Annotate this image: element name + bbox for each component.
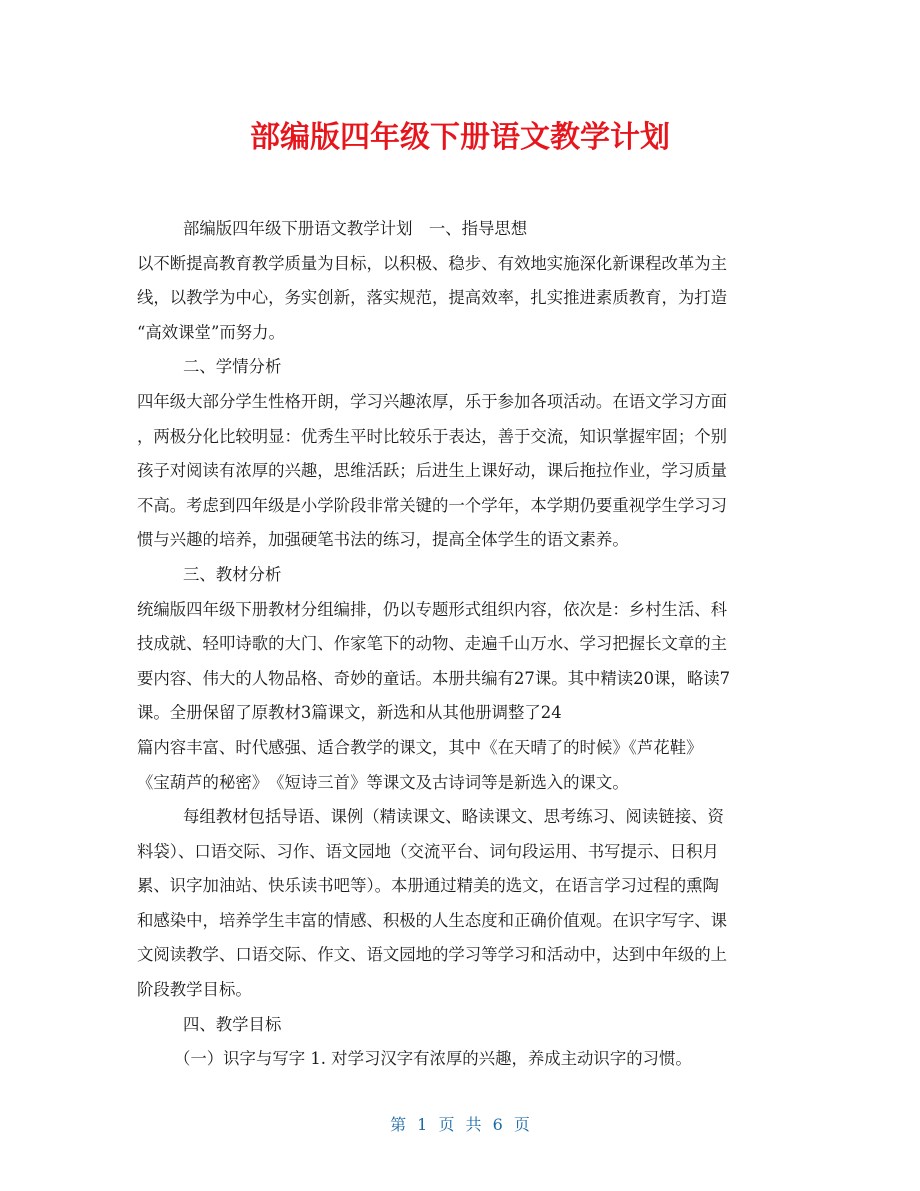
paragraph-line: 以不断提高教育教学质量为目标，以积极、稳步、有效地实施深化新课程改革为主 (137, 253, 728, 273)
paragraph-line: 料袋）、口语交际、习作、语文园地（交流平台、词句段运用、书写提示、日积月 (137, 841, 719, 861)
paragraph-line: 每组教材包括导语、课例（精读课文、略读课文、思考练习、阅读链接、资 (183, 807, 724, 827)
paragraph-line: （一）识字与写字 1. 对学习汉字有浓厚的兴趣，养成主动识字的习惯。 (174, 1049, 692, 1069)
paragraph-line: 累、识字加油站、快乐读书吧等）。本册通过精美的选文，在语言学习过程的熏陶 (137, 876, 719, 896)
paragraph-line: 部编版四年级下册语文教学计划 一、指导思想 (183, 219, 528, 238)
paragraph-line: 孩子对阅读有浓厚的兴趣，思维活跃；后进生上课好动，课后拖拉作业，学习质量 (137, 461, 728, 481)
paragraph-line: 和感染中，培养学生丰富的情感、积极的人生态度和正确价值观。在识字写字、课 (137, 910, 728, 930)
paragraph-line: 要内容、伟大的人物品格、奇妙的童话。本册共编有27课。其中精读20课，略读7 (137, 668, 731, 688)
section-heading: 二、学情分析 (183, 357, 282, 377)
paragraph-line: ，两极分化比较明显：优秀生平时比较乐于表达，善于交流，知识掌握牢固；个别 (137, 426, 728, 446)
paragraph-line: 阶段教学目标。 (137, 980, 252, 1000)
paragraph-line: 《宝葫芦的秘密》 《短诗三首》等课文及古诗词等是新选入的课文。 (137, 772, 629, 792)
document-body (137, 212, 785, 1077)
section-heading: 四、教学目标 (183, 1014, 282, 1034)
paragraph-line: “高效课堂”而努力。 (137, 322, 285, 342)
paragraph-line: 技成就、轻叩诗歌的大门、作家笔下的动物、走遍千山万水、学习把握长文章的主 (137, 634, 728, 654)
paragraph-line: 统编版四年级下册教材分组编排，仍以专题形式组织内容，依次是：乡村生活、科 (137, 599, 728, 619)
paragraph-line: 四年级大部分学生性格开朗，学习兴趣浓厚，乐于参加各项活动。在语文学习方面 (137, 391, 728, 411)
paragraph-line: 篇内容丰富、时代感强、适合教学的课文，其中《在天晴了的时候》《芦花鞋》 (137, 737, 703, 757)
paragraph-line: 课。全册保留了原教材3篇课文，新选和从其他册调整了24 (137, 703, 562, 723)
page-footer: 第 1 页 共 6 页 (390, 1115, 530, 1134)
paragraph-line: 文阅读教学、口语交际、作文、语文园地的学习等学习和活动中，达到中年级的上 (137, 945, 728, 965)
paragraph-line: 线，以教学为中心，务实创新，落实规范，提高效率，扎实推进素质教育，为打造 (137, 288, 728, 308)
paragraph-line: 惯与兴趣的培养，加强硬笔书法的练习，提高全体学生的语文素养。 (137, 530, 629, 550)
paragraph-line: 不高。考虑到四年级是小学阶段非常关键的一个学年，本学期仍要重视学生学习习 (137, 495, 728, 515)
section-heading: 三、教材分析 (183, 564, 282, 584)
document-title: 部编版四年级下册语文教学计划 (250, 120, 670, 155)
